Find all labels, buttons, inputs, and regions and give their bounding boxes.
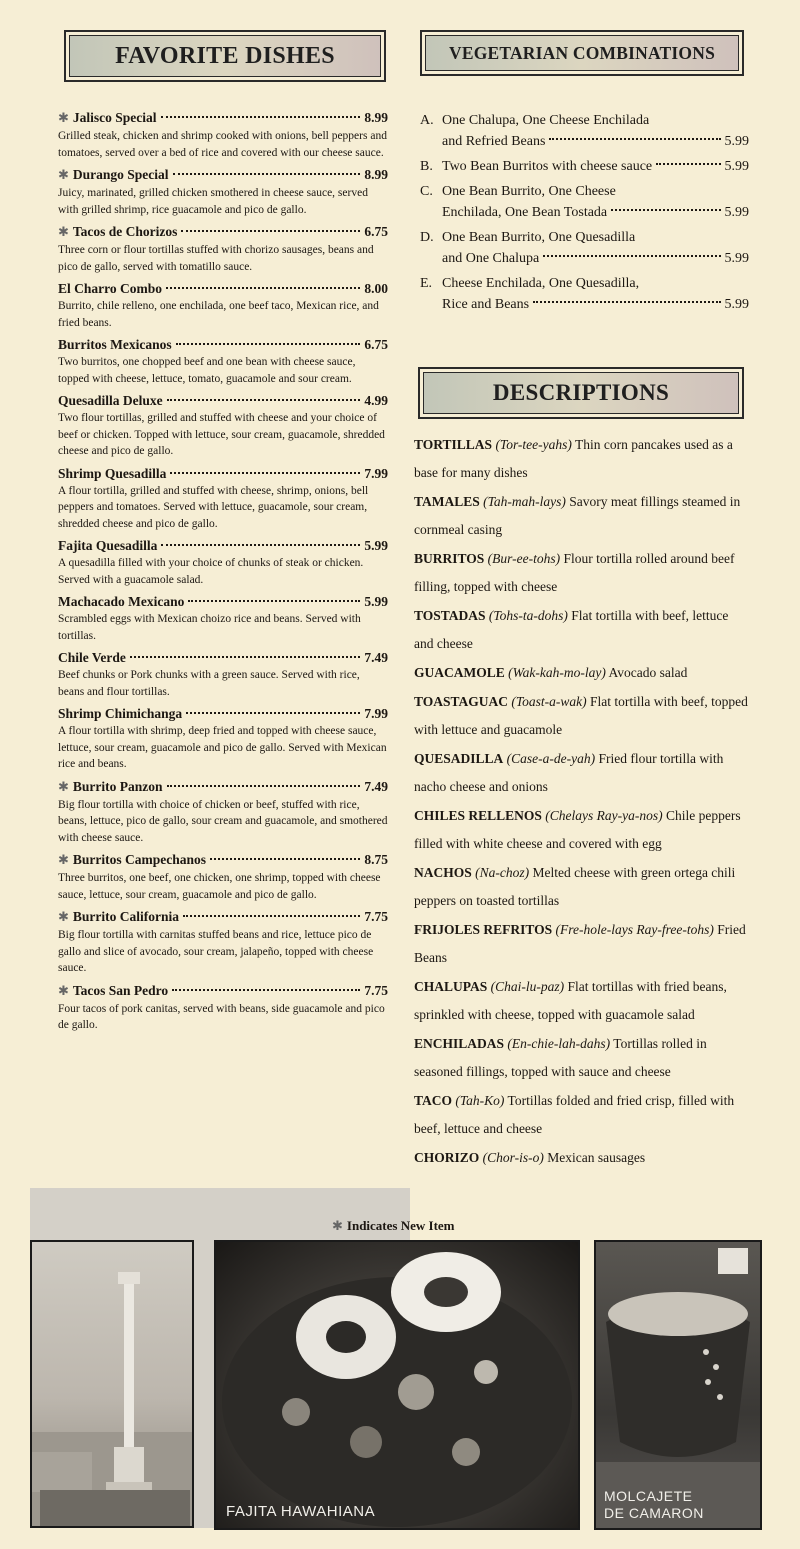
description-term: TOASTAGUAC (414, 694, 509, 709)
dish-name: Burrito Panzon (72, 778, 163, 794)
dot-leader (172, 989, 360, 991)
dish-name: Jalisco Special (72, 110, 157, 125)
new-item-star-icon: ✱ (332, 1219, 343, 1234)
description-pronunciation: (Toast-a-wak) (511, 694, 587, 709)
vegetarian-list (414, 110, 749, 315)
dish-item (58, 464, 388, 533)
new-item-star-icon: ✱ (58, 225, 69, 240)
dish-name: Chile Verde (58, 650, 126, 665)
description-pronunciation: (Na-choz) (475, 865, 530, 880)
dot-leader (170, 472, 360, 474)
description-term: TORTILLAS (414, 437, 493, 452)
description-term: TOSTADAS (414, 608, 486, 623)
description-pronunciation: (Tah-Ko) (455, 1093, 505, 1108)
dish-name: Quesadilla Deluxe (58, 393, 163, 408)
description-term: TAMALES (414, 494, 480, 509)
dot-leader (186, 712, 360, 714)
description-text: Savory meat fillings steamed in cornmeal casing (414, 494, 741, 537)
description-term: QUESADILLA (414, 751, 504, 766)
dish-description: Juicy, marinated, grilled chicken smothered in cheese sauce, served with grilled shrimp, rice guacamole and pico de gallo. (58, 187, 368, 216)
description-text: Chile peppers filled with white cheese and covered with egg (414, 808, 741, 851)
dish-price: 5.99 (364, 594, 388, 609)
description-term: GUACAMOLE (414, 665, 505, 680)
dish-item (58, 335, 388, 387)
dish-price: 8.99 (364, 110, 388, 125)
vegetarian-item-body (442, 227, 749, 269)
dot-leader (161, 116, 361, 118)
vegetarian-item-price: 5.99 (724, 205, 749, 220)
vegetarian-banner (420, 30, 744, 76)
dish-item (58, 536, 388, 588)
description-text: Thin corn pancakes used as a base for many dishes (414, 437, 733, 480)
description-term: TACO (414, 1093, 453, 1108)
dot-leader (176, 343, 361, 345)
dish-description: Big flour tortilla with carnitas stuffed beans and rice, lettuce pico de gallo and slice of avocado, sour cream, jalapeño, topped with cheese sauce. (58, 929, 374, 974)
new-item-star-icon: ✱ (58, 779, 69, 795)
vegetarian-item-body (442, 273, 749, 315)
dish-description: A quesadilla filled with your choice of chunks of steak or chicken. Served with a guacamole salad. (58, 557, 364, 586)
dish-name: Shrimp Chimichanga (58, 706, 183, 721)
description-text: Flour tortilla rolled around beef filling, topped with cheese (414, 551, 735, 594)
dish-description: Big flour tortilla with choice of chicken or beef, stuffed with rice, beans, lettuce, pico de gallo, sour cream and guacamole, and smothered with cheese sauce. (58, 798, 388, 844)
dish-item (58, 648, 388, 700)
dish-item (58, 592, 388, 644)
description-term: NACHOS (414, 865, 472, 880)
dish-header (58, 222, 388, 242)
vegetarian-item (420, 181, 749, 223)
description-item (414, 1144, 749, 1172)
favorite-dishes-banner (64, 30, 386, 82)
new-item-note (332, 1218, 455, 1234)
description-item (414, 745, 749, 801)
molcajete-caption-line-1: MOLCAJETE (604, 1488, 693, 1504)
molcajete-photo (594, 1240, 762, 1530)
dish-description: Three burritos, one beef, one chicken, one shrimp, topped with cheese sauce, lettuce, sour cream, guacamole and pico de gallo. (58, 872, 381, 901)
dish-header (58, 335, 388, 354)
description-item (414, 859, 749, 915)
dish-description: Burrito, chile relleno, one enchilada, one beef taco, Mexican rice, and fried beans. (58, 300, 379, 329)
new-item-star-icon: ✱ (58, 910, 69, 925)
description-text: Flat tortillas with fried beans, sprinkled with cheese, topped with guacamole salad (414, 979, 727, 1022)
dish-list (58, 108, 388, 1034)
vegetarian-item-text: and One Chalupa (442, 251, 540, 266)
dish-header (58, 907, 388, 927)
right-column (414, 30, 749, 1173)
dish-price: 8.00 (364, 281, 388, 296)
description-pronunciation: (Tohs-ta-dohs) (488, 608, 568, 623)
molcajete-caption (604, 1488, 704, 1522)
vegetarian-item-body (442, 110, 749, 152)
descriptions-title: DESCRIPTIONS (423, 372, 739, 414)
vegetarian-item-line: Cheese Enchilada, One Quesadilla, (442, 276, 640, 291)
dish-header (58, 391, 388, 410)
dot-leader (167, 399, 361, 401)
dot-leader (173, 173, 361, 175)
dot-leader (656, 163, 720, 165)
description-pronunciation: (Tor-tee-yahs) (495, 437, 572, 452)
vegetarian-item-line: One Bean Burrito, One Quesadilla (442, 230, 636, 245)
dish-header (58, 279, 388, 298)
vegetarian-item-letter: A. (420, 113, 434, 128)
dish-description: Scrambled eggs with Mexican choizo rice and beans. Served with tortillas. (58, 613, 361, 642)
vegetarian-item-price: 5.99 (724, 251, 749, 266)
dish-description: Three corn or flour tortillas stuffed with chorizo sausages, beans and pico de gallo, served with tomatillo sauce. (58, 244, 374, 273)
dish-price: 8.75 (364, 852, 388, 867)
fajita-caption: FAJITA HAWAHIANA (226, 1503, 376, 1520)
description-term: ENCHILADAS (414, 1036, 505, 1051)
vegetarian-item-price-line (442, 131, 749, 152)
favorite-dishes-title: FAVORITE DISHES (69, 35, 381, 77)
description-pronunciation: (Chelays Ray-ya-nos) (545, 808, 663, 823)
dish-price: 8.99 (364, 167, 388, 182)
vegetarian-item-letter: B. (420, 159, 433, 174)
dish-header (58, 592, 388, 611)
dish-header (58, 850, 388, 870)
vegetarian-item (420, 227, 749, 269)
dot-leader (161, 544, 360, 546)
dish-name: Burritos Campechanos (72, 852, 207, 867)
vegetarian-item-price-line (442, 294, 749, 315)
descriptions-section (414, 367, 749, 1172)
description-text: Fried flour tortilla with nacho cheese and onions (414, 751, 724, 794)
dish-item (58, 222, 388, 275)
dish-price: 7.75 (364, 982, 388, 998)
new-item-star-icon: ✱ (58, 111, 69, 126)
dish-description: Two burritos, one chopped beef and one bean with cheese sauce, topped with cheese, lettuce, tomato, guacamole and sour cream. (58, 356, 356, 385)
dish-description: A flour tortilla, grilled and stuffed with cheese, shrimp, onions, bell peppers and tomatoes. Served with lettuce, guacamole, sour cream, shredded cheese and pico de gallo. (58, 484, 369, 530)
description-pronunciation: (Tah-mah-lays) (483, 494, 566, 509)
dish-header (58, 536, 388, 555)
new-item-star-icon: ✱ (58, 983, 69, 999)
description-text: Fried Beans (414, 922, 746, 965)
dot-leader (533, 301, 720, 303)
vegetarian-item-price: 5.99 (724, 297, 749, 312)
vegetarian-item (420, 156, 749, 177)
dish-item (58, 165, 388, 218)
dish-price: 6.75 (364, 337, 388, 352)
dot-leader (188, 600, 360, 602)
dot-leader (543, 255, 720, 257)
description-term: BURRITOS (414, 551, 485, 566)
dot-leader (611, 209, 720, 211)
description-text: Avocado salad (608, 665, 688, 680)
dot-leader (130, 656, 360, 658)
description-term: CHALUPAS (414, 979, 488, 994)
dish-header (58, 108, 388, 128)
vegetarian-item-price-line (442, 202, 749, 223)
description-text: Tortillas folded and fried crisp, filled with beef, lettuce and cheese (414, 1093, 735, 1136)
dish-header (58, 464, 388, 483)
dish-description: Four tacos of pork canitas, served with beans, side guacamole and pico de gallo. (58, 1002, 385, 1031)
description-pronunciation: (Bur-ee-tohs) (487, 551, 561, 566)
description-pronunciation: (Chor-is-o) (482, 1150, 544, 1165)
vegetarian-item-line: One Bean Burrito, One Cheese (442, 184, 616, 199)
description-text: Melted cheese with green ortega chili peppers on toasted tortillas (414, 865, 736, 908)
description-item (414, 1087, 749, 1143)
dish-description: Beef chunks or Pork chunks with a green sauce. Served with rice, beans and flour tortillas. (58, 669, 360, 698)
description-item (414, 431, 749, 487)
dish-name: Machacado Mexicano (58, 594, 185, 609)
vegetarian-item-body (442, 156, 749, 177)
description-text: Flat tortilla with beef, topped with lettuce and guacamole (414, 694, 748, 737)
description-item (414, 1030, 749, 1086)
vegetarian-item-letter: C. (420, 184, 433, 199)
description-pronunciation: (En-chie-lah-dahs) (507, 1036, 611, 1051)
column-monument-illustration (32, 1242, 192, 1526)
dish-header (58, 165, 388, 185)
description-pronunciation: (Case-a-de-yah) (506, 751, 596, 766)
dish-item (58, 777, 388, 847)
dish-header (58, 704, 388, 723)
vegetarian-item-text: Rice and Beans (442, 297, 530, 312)
dish-name: Durango Special (72, 167, 169, 182)
dish-price: 7.99 (364, 465, 388, 481)
vegetarian-item-price: 5.99 (724, 159, 749, 174)
dish-name: Shrimp Quesadilla (58, 465, 167, 481)
dish-price: 6.75 (364, 224, 388, 239)
dot-leader (166, 287, 360, 289)
description-item (414, 602, 749, 658)
dish-item (58, 704, 388, 773)
new-item-star-icon: ✱ (58, 168, 69, 183)
dish-item (58, 108, 388, 161)
vegetarian-item-text: Enchilada, One Bean Tostada (442, 205, 608, 220)
molcajete-caption-line-2: DE CAMARON (604, 1505, 704, 1521)
new-item-note-text: Indicates New Item (346, 1218, 455, 1233)
description-item (414, 802, 749, 858)
fajita-hawahiana-photo (214, 1240, 580, 1530)
description-text: Flat tortilla with beef, lettuce and cheese (414, 608, 729, 651)
dish-name: Burritos Mexicanos (58, 337, 172, 352)
description-term: CHILES RELLENOS (414, 808, 542, 823)
dish-name: El Charro Combo (58, 281, 163, 296)
dish-price: 7.99 (364, 706, 388, 721)
vegetarian-item-price-line (442, 156, 749, 177)
dish-name: Burrito California (72, 909, 180, 924)
dish-header (58, 777, 388, 797)
description-item (414, 659, 749, 687)
dish-name: Tacos de Chorizos (72, 224, 178, 239)
dish-description: Two flour tortillas, grilled and stuffed with cheese and your choice of beef or chicken. Topped with lettuce, sour cream, guacamole, shredded cheese and pico de gallo. (58, 412, 385, 457)
description-pronunciation: (Wak-kah-mo-lay) (508, 665, 606, 680)
vegetarian-item-line: One Chalupa, One Cheese Enchilada (442, 113, 650, 128)
descriptions-banner (418, 367, 744, 419)
descriptions-list (414, 431, 749, 1172)
description-pronunciation: (Chai-lu-paz) (490, 979, 565, 994)
dish-name: Fajita Quesadilla (58, 538, 158, 553)
dot-leader (181, 230, 360, 232)
vegetarian-item-letter: D. (420, 230, 434, 245)
dish-item (58, 391, 388, 460)
description-item (414, 688, 749, 744)
molcajete-illustration (596, 1242, 760, 1528)
dish-item (58, 850, 388, 903)
description-pronunciation: (Fre-hole-lays Ray-free-tohs) (555, 922, 714, 937)
fajita-illustration (216, 1242, 578, 1528)
vegetarian-item (420, 273, 749, 315)
vegetarian-item-text: and Refried Beans (442, 134, 546, 149)
description-item (414, 916, 749, 972)
dish-name: Tacos San Pedro (72, 982, 169, 998)
dot-leader (210, 858, 360, 860)
dish-item (58, 981, 388, 1034)
vegetarian-item-text: Two Bean Burritos with cheese sauce (442, 159, 653, 174)
dish-header (58, 981, 388, 1001)
new-item-star-icon: ✱ (58, 853, 69, 868)
dish-price: 7.75 (364, 909, 388, 924)
vegetarian-item-body (442, 181, 749, 223)
column-monument-photo (30, 1240, 194, 1528)
favorite-dishes-section (58, 30, 388, 1038)
dish-price: 5.99 (364, 538, 388, 553)
dot-leader (167, 785, 361, 787)
dish-item (58, 279, 388, 331)
dish-price: 7.49 (364, 778, 388, 794)
description-item (414, 488, 749, 544)
vegetarian-item-price: 5.99 (724, 134, 749, 149)
dot-leader (183, 915, 360, 917)
vegetarian-item (420, 110, 749, 152)
description-term: CHORIZO (414, 1150, 480, 1165)
description-item (414, 545, 749, 601)
description-item (414, 973, 749, 1029)
description-term: FRIJOLES REFRITOS (414, 922, 553, 937)
description-text: Tortillas rolled in seasoned fillings, topped with sauce and cheese (414, 1036, 707, 1079)
vegetarian-item-letter: E. (420, 276, 433, 291)
vegetarian-item-price-line (442, 248, 749, 269)
dot-leader (549, 138, 720, 140)
dish-description: Grilled steak, chicken and shrimp cooked with onions, bell peppers and tomatoes, served over a bed of rice and covered with our cheese sauce. (58, 130, 387, 159)
dish-price: 7.49 (364, 650, 388, 665)
dish-item (58, 907, 388, 977)
description-text: Mexican sausages (547, 1150, 646, 1165)
vegetarian-title: VEGETARIAN COMBINATIONS (425, 35, 739, 71)
dish-description: A flour tortilla with shrimp, deep fried and topped with cheese sauce, lettuce, sour cream, guacamole and pico de gallo. Served with Mexican rice and beans. (58, 725, 387, 770)
dish-price: 4.99 (364, 393, 388, 408)
dish-header (58, 648, 388, 667)
